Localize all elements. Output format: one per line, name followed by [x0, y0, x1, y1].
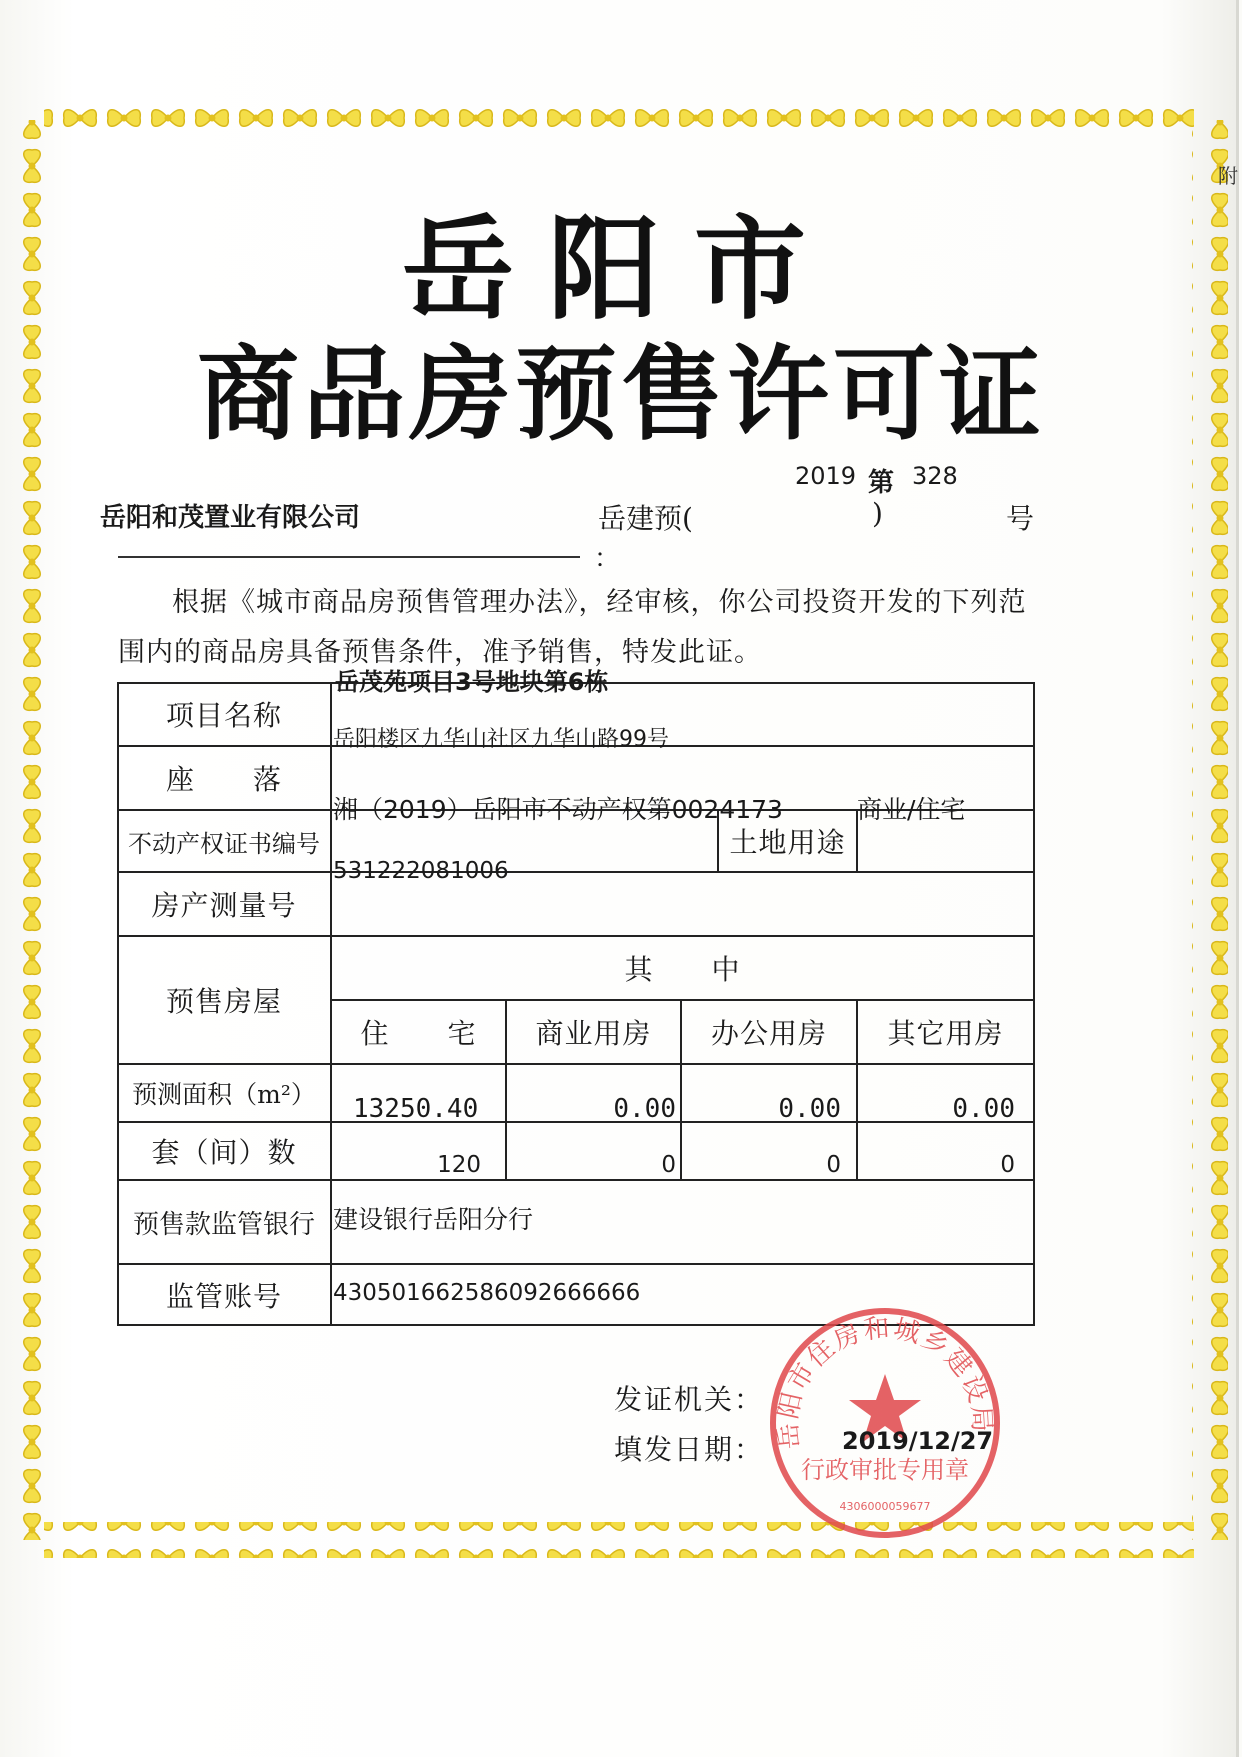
issue-date: 2019/12/27: [842, 1427, 994, 1455]
company-colon: ：: [594, 544, 621, 574]
permit-year: 2019: [795, 462, 857, 490]
page-title-city: 岳阳市: [402, 205, 840, 335]
seal-org-text: 岳阳市住房和城乡建设局: [773, 1313, 997, 1451]
permit-di: 第: [868, 468, 895, 498]
cert-no-value: 湘（2019）岳阳市不动产权第0024173: [333, 795, 783, 824]
units-office: 0: [826, 1152, 841, 1178]
issuer-label: 发证机关：: [614, 1383, 765, 1416]
official-seal: [760, 1298, 1010, 1548]
col-office: 办公用房: [710, 1017, 827, 1050]
permit-suffix: ): [872, 497, 883, 530]
col-residential: 住 宅: [360, 1017, 477, 1050]
units-other: 0: [1000, 1152, 1015, 1178]
seal-code: 4306000059677: [839, 1500, 931, 1513]
area-commercial: 0.00: [613, 1094, 676, 1124]
area-office: 0.00: [778, 1094, 841, 1124]
presale-label: 预售房屋: [165, 985, 282, 1018]
location-value: 岳阳楼区九华山社区九华山路99号: [333, 727, 669, 752]
survey-no-value: 531222081006: [333, 858, 509, 884]
bank-value: 建设银行岳阳分行: [333, 1205, 534, 1234]
cert-no-label: 不动产权证书编号: [128, 829, 320, 858]
among-heading: 其 中: [624, 953, 741, 986]
permit-table: [117, 668, 1035, 1326]
permit-prefix: 岳建预(: [598, 502, 693, 535]
survey-no-label: 房产测量号: [151, 889, 297, 922]
company-name: 岳阳和茂置业有限公司: [100, 503, 361, 533]
permit-hao: 号: [1006, 502, 1035, 535]
permit-number: 328: [912, 462, 958, 490]
project-name-value: 岳茂苑项目3号地块第6栋: [335, 668, 609, 696]
page-title-permit: 商品房预售许可证: [197, 336, 1045, 455]
units-commercial: 0: [661, 1152, 676, 1178]
location-label: 座 落: [165, 763, 282, 796]
account-label: 监管账号: [165, 1280, 282, 1313]
area-label: 预测面积（m²）: [132, 1080, 316, 1109]
units-label: 套（间）数: [151, 1136, 297, 1169]
account-value: 430501662586092666666: [333, 1280, 641, 1306]
company-underline: [118, 556, 580, 558]
land-use-label: 土地用途: [729, 826, 846, 859]
area-residential: 13250.40: [353, 1094, 479, 1124]
issue-date-label: 填发日期：: [614, 1433, 765, 1466]
annex-mark: 附: [1218, 164, 1238, 188]
col-other: 其它用房: [887, 1017, 1004, 1050]
intro-paragraph: 根据《城市商品房预售管理办法》，经审核，你公司投资开发的下列范围内的商品房具备预售条件，准予销售，特发此证。: [118, 587, 1027, 668]
area-other: 0.00: [952, 1094, 1015, 1124]
project-name-label: 项目名称: [165, 699, 282, 732]
seal-purpose-text: 行政审批专用章: [801, 1456, 969, 1484]
units-residential: 120: [437, 1152, 481, 1178]
land-use-value: 商业/住宅: [857, 795, 966, 824]
col-commercial: 商业用房: [535, 1017, 652, 1050]
bank-label: 预售款监管银行: [132, 1209, 315, 1240]
